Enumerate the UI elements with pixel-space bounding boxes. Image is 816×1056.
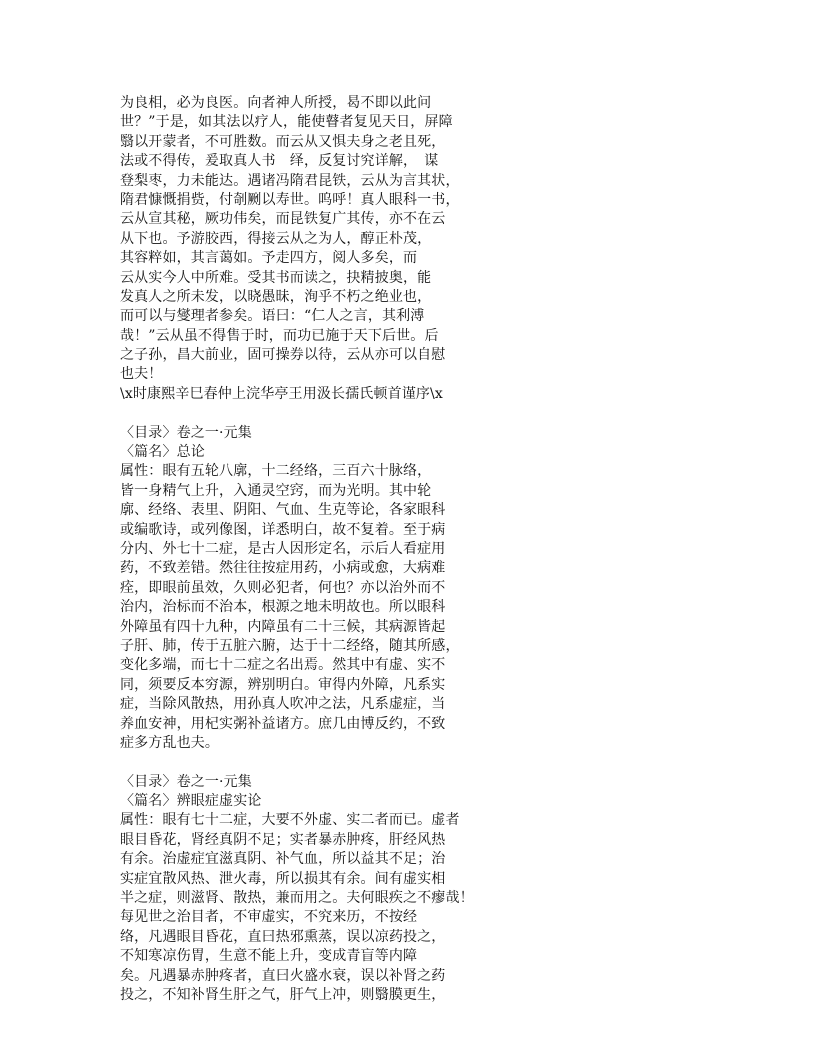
text-line: 同，须要反本穷源，辨别明白。审得内外障，凡系实 [120, 676, 446, 693]
text-line: 外障虽有四十九种，内障虽有二十三候，其病源皆起 [120, 618, 446, 635]
blank-line [120, 753, 680, 772]
text-line: 或编歌诗，或列像图，详悉明白，故不复着。至于病 [120, 521, 446, 538]
text-line: 子肝、肺，传于五脏六腑，达于十二经络，随其所感， [120, 637, 460, 654]
text-line: 也夫！ [120, 366, 163, 383]
text-line: 痊，即眼前虽效，久则必犯者，何也？亦以治外而不 [120, 579, 446, 596]
preface [120, 94, 680, 404]
text-line: 云从实今人中所难。受其书而读之，抉精披奥，能 [120, 269, 432, 286]
text-line: 隋君慷慨捐赀，付剞劂以寿世。呜呼！真人眼科一书， [120, 191, 460, 208]
section-general-discussion [120, 424, 680, 754]
text-line: 哉！”云从虽不得售于时，而功已施于天下后世。后 [120, 327, 439, 344]
text-line: 眼目昏花，肾经真阴不足；实者暴赤肿疼，肝经风热 [120, 831, 446, 848]
section-title: 〈篇名〉总论 [120, 444, 205, 461]
text-line: 登梨枣，力未能达。遇诸冯隋君昆铁，云从为言其状， [120, 172, 460, 189]
text-line: 矣。凡遇暴赤肿疼者，直曰火盛水衰，误以补肾之药 [120, 967, 446, 984]
text-line: 从下也。予游胶西，得接云从之为人，醇正朴茂， [120, 230, 432, 247]
section-catalog: 〈目录〉卷之一·元集 [120, 424, 252, 441]
preface-signature: \x时康熙辛巳春仲上浣华亭王用汲长孺氏顿首谨序\x [120, 385, 443, 402]
text-line: 变化多端，而七十二症之名出焉。然其中有虚、实不 [120, 657, 446, 674]
text-line: 为良相，必为良医。向者神人所授，曷不即以此问 [120, 95, 432, 111]
text-line: 络，凡遇眼目昏花，直曰热邪熏蒸，误以凉药投之， [120, 928, 446, 945]
text-line: 分内、外七十二症，是古人因形定名，示后人看症用 [120, 540, 446, 557]
text-line: 其容粹如，其言蔼如。予走四方，阅人多矣，而 [120, 250, 418, 267]
blank-line [120, 404, 680, 423]
text-line: 治内，治标而不治本，根源之地未明故也。所以眼科 [120, 599, 446, 616]
section-title: 〈篇名〉辨眼症虚实论 [120, 793, 262, 810]
text-line: 廓、经络、表里、阴阳、气血、生克等论，各家眼科 [120, 502, 446, 519]
text-line: 属性：眼有五轮八廓，十二经络，三百六十脉络， [120, 463, 432, 480]
section-deficiency-excess [120, 773, 680, 1006]
document-body [120, 94, 680, 1005]
text-line: 半之症，则滋肾、散热，兼而用之。夫何眼疾之不瘳哉！ [120, 890, 474, 907]
text-line: 实症宜散风热、泄火毒，所以损其有余。间有虚实相 [120, 870, 446, 887]
text-line: 世？”于是，如其法以疗人，能使瞽者复见天日，屏障 [120, 114, 453, 131]
section-catalog: 〈目录〉卷之一·元集 [120, 773, 252, 790]
text-line: 法或不得传，爰取真人书 绎，反复讨究详解， 谋 [120, 153, 439, 170]
text-line: 而可以与燮理者参矣。语曰：“仁人之言，其利溥 [120, 308, 425, 325]
text-line: 养血安神，用杞实粥补益诸方。庶几由博反约，不致 [120, 715, 446, 732]
text-line: 不知寒凉伤胃，生意不能上升，变成青盲等内障 [120, 948, 418, 965]
text-line: 有余。治虚症宜滋真阴、补气血，所以益其不足；治 [120, 851, 446, 868]
text-line: 翳以开蒙者，不可胜数。而云从又惧夫身之老且死， [120, 133, 446, 150]
text-line: 症多方乱也夫。 [120, 734, 220, 751]
text-line: 药，不致差错。然往往按症用药，小病或愈，大病难 [120, 560, 446, 577]
text-line: 发真人之所未发，以晓愚昧，洵乎不朽之绝业也， [120, 288, 432, 305]
text-line: 每见世之治目者，不审虚实，不究来历，不按经 [120, 909, 418, 926]
text-line: 云从宣其秘，厥功伟矣，而昆铁复广其传，亦不在云 [120, 211, 446, 228]
text-line: 属性：眼有七十二症，大要不外虚、实二者而已。虚者 [120, 812, 460, 829]
text-line: 皆一身精气上升，入通灵空窍，而为光明。其中轮 [120, 482, 432, 499]
text-line: 症，当除风散热，用孙真人吹冲之法，凡系虚症，当 [120, 696, 446, 713]
text-line: 之子孙，昌大前业，固可操券以待，云从亦可以自慰 [120, 347, 446, 364]
text-line: 投之，不知补肾生肝之气，肝气上冲，则翳膜更生， [120, 986, 446, 1003]
